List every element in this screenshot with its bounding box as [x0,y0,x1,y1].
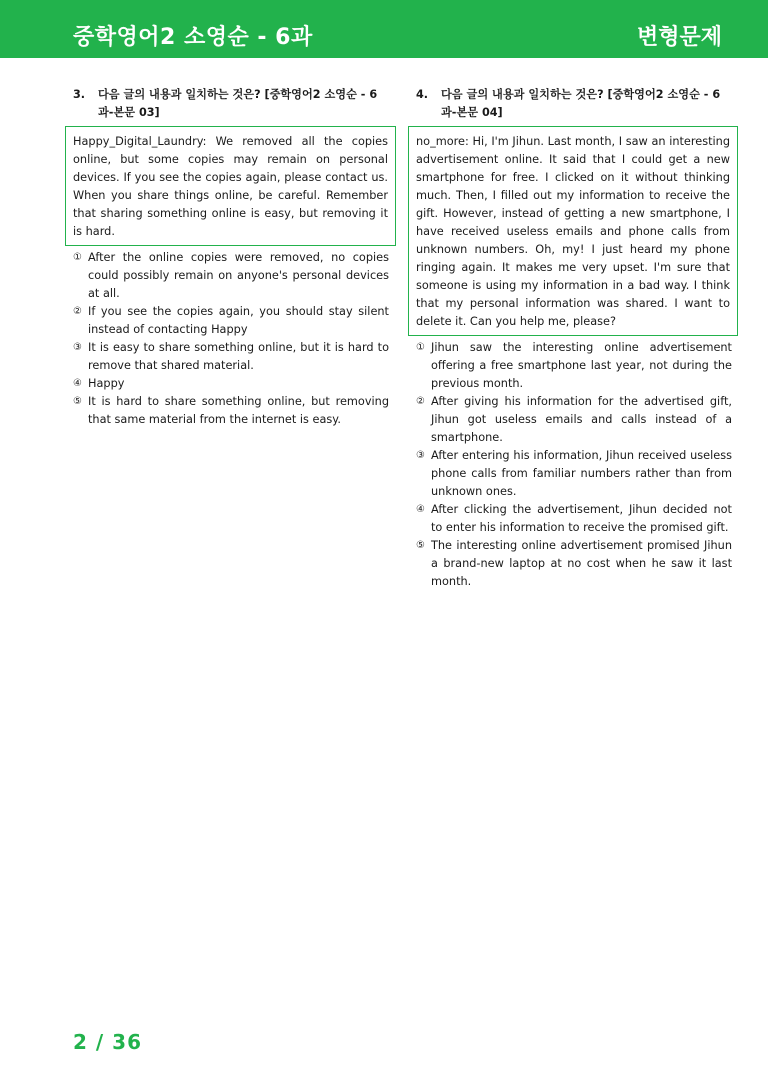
option-text: After entering his information, Jihun received useless phone calls from familiar numbers rather than from unknown ones. [431,449,732,498]
question-number: 4. [416,88,429,101]
question-number: 3. [73,88,86,101]
option-text: Jihun saw the interesting online advertisement offering a free smartphone last year, not during the previous month. [431,341,732,390]
option-text: After the online copies were removed, no copies could possibly remain on anyone's personal devices at all. [88,251,389,300]
option-3[interactable] [416,447,732,501]
passage-box: no_more: Hi, I'm Jihun. Last month, I saw an interesting advertisement online. It said that I could get a new smartphone for free. I clicked on it without thinking much. Then, I filled out my information to receive the gift. However, instead of getting a new smartphone, I have received useless emails and phone calls from unknown numbers. Oh, my! I just heard my phone ringing again. It makes me very upset. I'm sure that someone is using my information in a bad way. I think that my personal information was shared. I want to delete it. Can you help me, please? [408,126,738,336]
option-mark: ③ [73,342,82,353]
option-5[interactable] [416,537,732,591]
option-3[interactable] [73,339,389,375]
option-text: The interesting online advertisement promised Jihun a brand-new laptop at no cost when he saw it last month. [431,539,732,588]
question-header [65,86,389,122]
option-text: After giving his information for the advertised gift, Jihun got useless emails and calls instead of a smartphone. [431,395,732,444]
option-mark: ③ [416,450,425,461]
header-title: 중학영어2 소영순 - 6과 [73,25,313,50]
option-text: It is easy to share something online, but it is hard to remove that shared material. [88,341,389,372]
page-header [0,0,768,58]
option-mark: ⑤ [73,396,82,407]
option-1[interactable] [416,339,732,393]
option-mark: ④ [416,504,425,515]
option-mark: ① [73,252,82,263]
question-3 [65,86,389,429]
option-5[interactable] [73,393,389,429]
question-header [408,86,732,122]
option-mark: ② [416,396,425,407]
option-2[interactable] [416,393,732,447]
page-number: 2 / 36 [73,1030,142,1054]
option-4[interactable] [73,375,389,393]
option-text: It is hard to share something online, but removing that same material from the internet is easy. [88,395,389,426]
option-text: Happy [88,377,125,390]
option-list [408,339,732,591]
question-prompt: 다음 글의 내용과 일치하는 것은? [중학영어2 소영순 - 6과-본문 04] [441,88,721,119]
option-text: If you see the copies again, you should stay silent instead of contacting Happy [88,305,389,336]
option-mark: ④ [73,378,82,389]
passage-box: Happy_Digital_Laundry: We removed all the copies online, but some copies may remain on personal devices. If you see the copies again, please contact us. When you share things online, be careful. Remember that sharing something online is easy, but removing it is hard. [65,126,396,246]
option-list [65,249,389,429]
option-4[interactable] [416,501,732,537]
option-1[interactable] [73,249,389,303]
option-2[interactable] [73,303,389,339]
question-4 [408,86,732,591]
option-text: After clicking the advertisement, Jihun decided not to enter his information to receive the promised gift. [431,503,732,534]
question-prompt: 다음 글의 내용과 일치하는 것은? [중학영어2 소영순 - 6과-본문 03] [98,88,378,119]
header-tag: 변형문제 [636,25,722,50]
option-mark: ① [416,342,425,353]
option-mark: ⑤ [416,540,425,551]
option-mark: ② [73,306,82,317]
